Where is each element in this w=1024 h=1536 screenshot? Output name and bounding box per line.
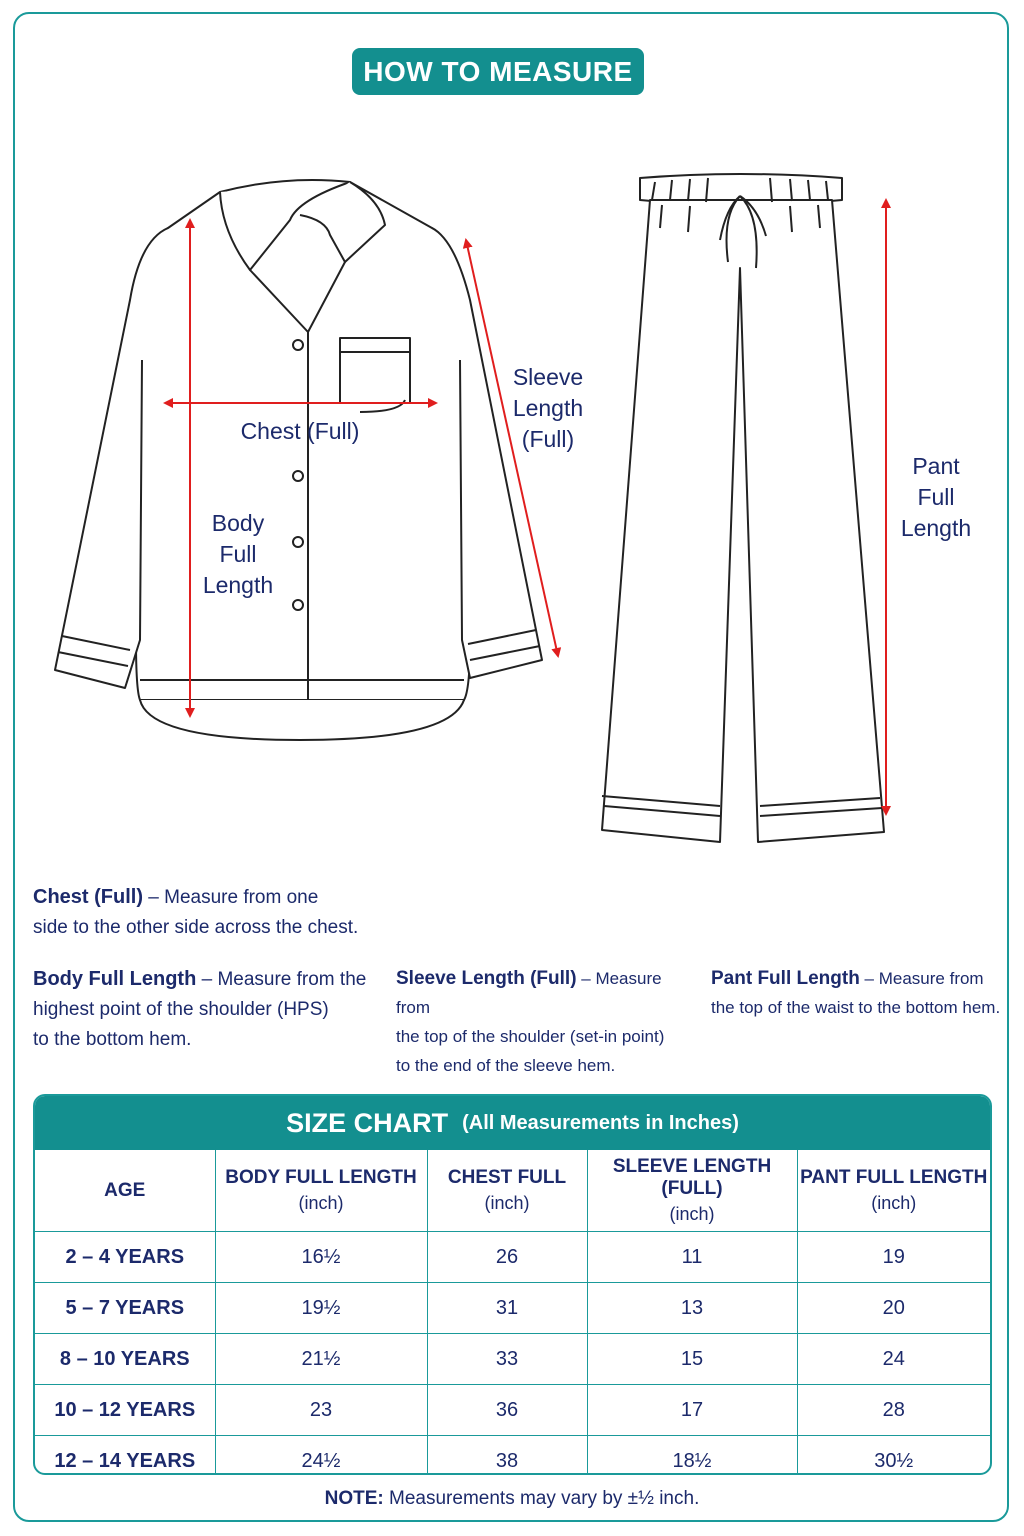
table-row: 2 – 4 YEARS 16½ 26 11 19 <box>35 1232 990 1283</box>
body-length-description: Body Full Length – Measure from the highest point of the shoulder (HPS) to the bottom hem. <box>33 968 367 1050</box>
pants-drawing <box>602 174 884 842</box>
sleeve-length-label: Sleeve Length (Full) <box>512 364 584 452</box>
header-body-length: BODY FULL LENGTH (inch) <box>215 1150 427 1232</box>
shirt-drawing <box>55 180 542 740</box>
table-row: 5 – 7 YEARS 19½ 31 13 20 <box>35 1283 990 1334</box>
size-chart-subtitle: (All Measurements in Inches) <box>462 1111 739 1134</box>
header-age: AGE <box>35 1150 215 1232</box>
pant-length-label: Pant Full Length <box>900 453 972 541</box>
size-table <box>35 1150 990 1475</box>
header-pant-length: PANT FULL LENGTH (inch) <box>797 1150 990 1232</box>
header-sleeve-length: SLEEVE LENGTH (FULL) (inch) <box>587 1150 797 1232</box>
note-text: NOTE: Measurements may vary by ±½ inch. <box>324 1488 700 1509</box>
size-chart-header <box>35 1096 990 1150</box>
body-length-label: Body Full Length <box>202 510 274 598</box>
table-row: 8 – 10 YEARS 21½ 33 15 24 <box>35 1334 990 1385</box>
page-title: HOW TO MEASURE <box>352 48 644 95</box>
table-row: 10 – 12 YEARS 23 36 17 28 <box>35 1385 990 1436</box>
size-chart-title: SIZE CHART <box>286 1107 449 1138</box>
chest-label: Chest (Full) <box>240 418 360 444</box>
size-chart <box>33 1094 992 1475</box>
chest-description: Chest (Full) – Measure from one side to the other side across the chest. <box>33 886 359 938</box>
pant-length-description: Pant Full Length – Measure from the top of the waist to the bottom hem. <box>711 968 1001 1017</box>
header-chest: CHEST FULL (inch) <box>427 1150 587 1232</box>
table-row: 12 – 14 YEARS 24½ 38 18½ 30½ <box>35 1436 990 1476</box>
sleeve-length-description: Sleeve Length (Full) – Measure from the top of the shoulder (set-in point) to the end of the sleeve hem. <box>396 968 665 1075</box>
